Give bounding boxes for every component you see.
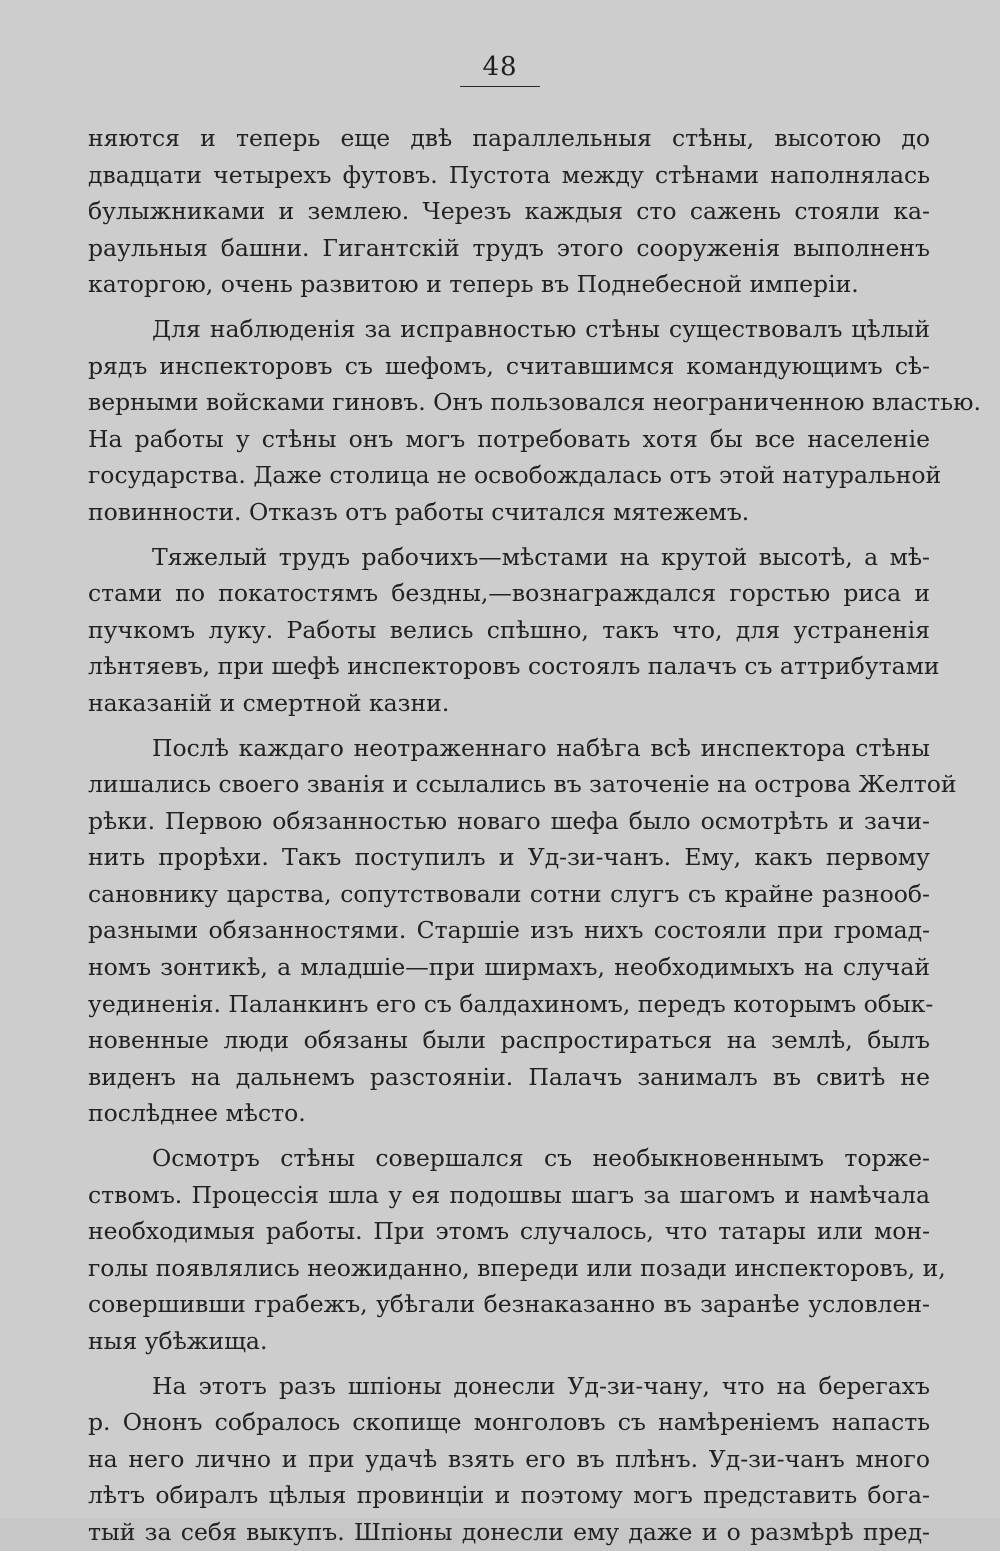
text-line: ныя убѣжища.: [88, 1327, 268, 1355]
text-line: совершивши грабежъ, убѣгали безнаказанно въ заранѣе условлен-: [88, 1290, 930, 1319]
text-line: р. Ононъ собралось скопище монголовъ съ намѣреніемъ напасть: [88, 1408, 930, 1437]
text-line: лишались своего званія и ссылались въ заточеніе на острова Желтой: [88, 770, 957, 799]
paragraph-2: [88, 311, 981, 531]
paragraph-5: [88, 1140, 946, 1360]
text-line: Тяжелый трудъ рабочихъ—мѣстами на крутой высотѣ, а мѣ-: [152, 542, 930, 571]
text-line: уединенія. Паланкинъ его съ балдахиномъ, передъ которымъ обык-: [88, 989, 934, 1018]
text-line: на него лично и при удачѣ взять его въ плѣнъ. Уд-зи-чанъ много: [88, 1444, 930, 1473]
page-number: 48: [460, 52, 539, 87]
text-line: раульныя башни. Гигантскій трудъ этого сооруженія выполненъ: [88, 233, 930, 262]
text-line: послѣднее мѣсто.: [88, 1099, 306, 1128]
text-line: двадцати четырехъ футовъ. Пустота между стѣнами наполнялась: [88, 160, 930, 189]
text-line: каторгою, очень развитою и теперь въ Поднебесной имперіи.: [88, 270, 859, 299]
text-line: рядъ инспекторовъ съ шефомъ, считавшимся командующимъ сѣ-: [88, 351, 930, 380]
text-line: сановнику царства, сопутствовали сотни слугъ съ крайне разнооб-: [88, 879, 930, 908]
text-line: лѣтъ обиралъ цѣлыя провинціи и поэтому могъ представить бога-: [88, 1481, 930, 1510]
paragraph-4: [88, 730, 957, 1133]
paragraph-6: [88, 1368, 930, 1551]
text-line: наказаній и смертной казни.: [88, 688, 450, 717]
text-line: государства. Даже столица не освобождалась отъ этой натуральной: [88, 461, 942, 490]
text-line: Осмотръ стѣны совершался съ необыкновеннымъ торже-: [152, 1144, 930, 1173]
text-line: Для наблюденія за исправностью стѣны существовалъ цѣлый: [152, 314, 930, 343]
text-line: необходимыя работы. При этомъ случалось, что татары или мон-: [88, 1217, 930, 1246]
text-line: стами по покатостямъ бездны,—вознаграждался горстью риса и: [88, 579, 930, 608]
text-line: разными обязанностями. Старшіе изъ нихъ состояли при громад-: [88, 916, 930, 945]
text-line: номъ зонтикѣ, а младшіе—при ширмахъ, необходимыхъ на случай: [88, 953, 930, 982]
text-line: нить прорѣхи. Такъ поступилъ и Уд-зи-чанъ. Ему, какъ первому: [88, 843, 930, 872]
paragraph-3: [88, 539, 940, 722]
text-line: ствомъ. Процессія шла у ея подошвы шагъ за шагомъ и намѣчала: [88, 1180, 930, 1209]
body-text: [88, 120, 981, 1551]
page-number-container: [0, 52, 1000, 87]
paragraph-1: [88, 120, 930, 303]
text-line: булыжниками и землею. Черезъ каждыя сто сажень стояли ка-: [88, 197, 930, 226]
text-line: Послѣ каждаго неотраженнаго набѣга всѣ инспектора стѣны: [152, 733, 930, 762]
text-line: рѣки. Первою обязанностью новаго шефа было осмотрѣть и зачи-: [88, 806, 930, 835]
text-line: На работы у стѣны онъ могъ потребовать хотя бы все населеніе: [88, 424, 930, 453]
text-line: верными войсками гиновъ. Онъ пользовался неограниченною властью.: [88, 388, 981, 417]
text-line: пучкомъ луку. Работы велись спѣшно, такъ что, для устраненія: [88, 615, 930, 644]
text-line: голы появлялись неожиданно, впереди или позади инспекторовъ, и,: [88, 1253, 946, 1282]
text-line: лѣнтяевъ, при шефѣ инспекторовъ состоялъ палачъ съ аттрибутами: [88, 652, 940, 681]
text-line: На этотъ разъ шпіоны донесли Уд-зи-чану, что на берегахъ: [152, 1371, 930, 1400]
text-line: няются и теперь еще двѣ параллельныя стѣны, высотою до: [88, 124, 930, 152]
text-line: тый за себя выкупъ. Шпіоны донесли ему даже и о размѣрѣ пред-: [88, 1517, 930, 1546]
text-line: новенные люди обязаны были распростираться на землѣ, былъ: [88, 1026, 930, 1055]
text-line: повинности. Отказъ отъ работы считался мятежемъ.: [88, 497, 750, 526]
text-line: виденъ на дальнемъ разстояніи. Палачъ занималъ въ свитѣ не: [88, 1062, 930, 1091]
